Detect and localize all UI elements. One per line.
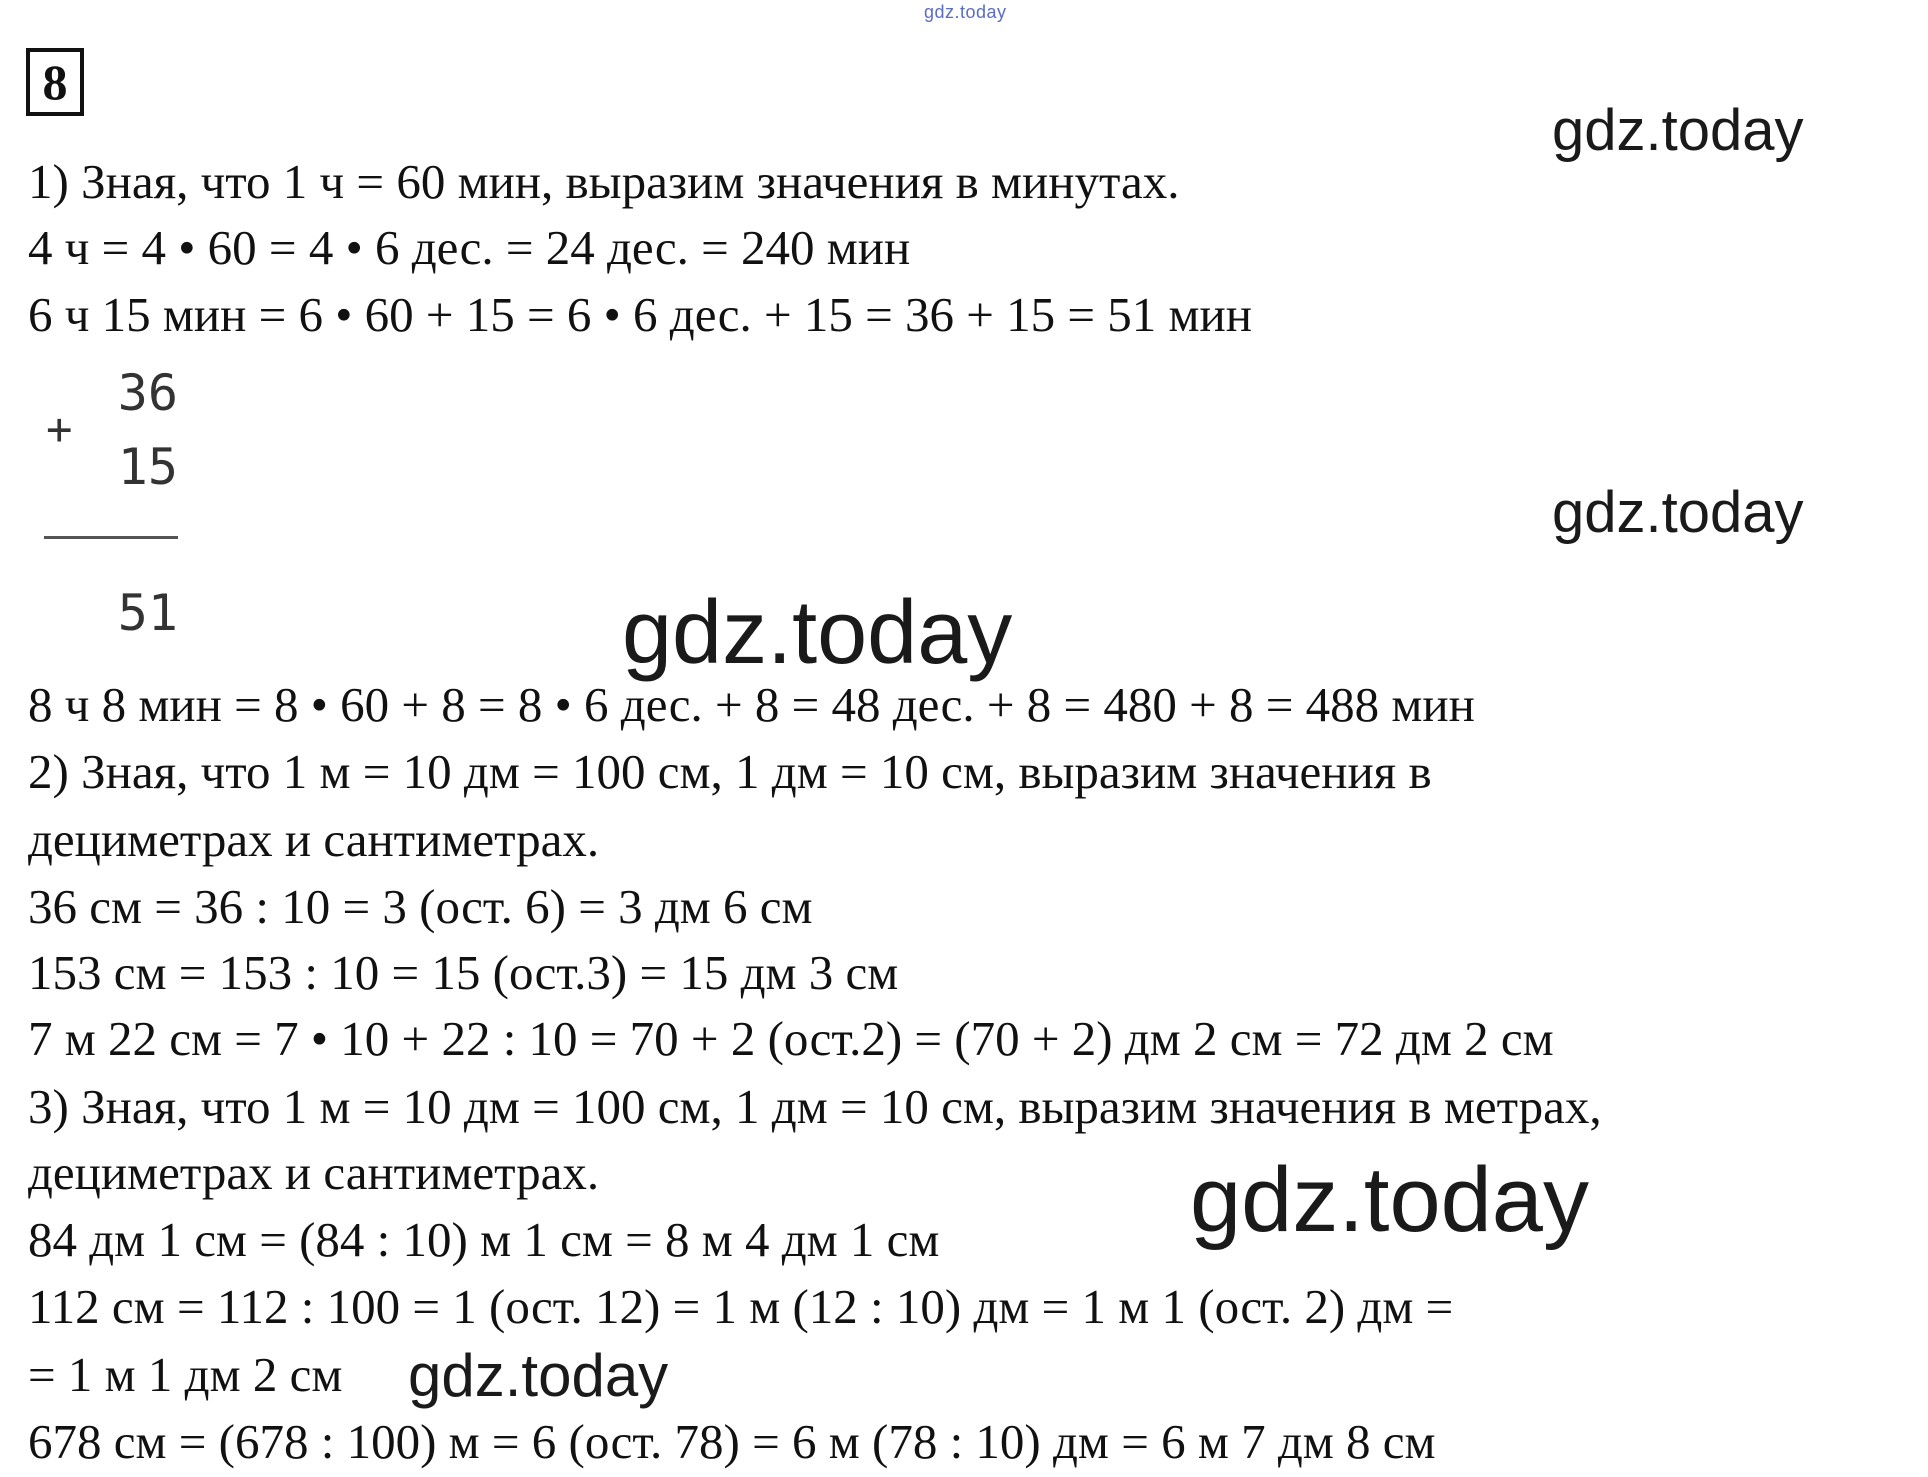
solution-line: 4 ч = 4 • 60 = 4 • 6 дес. = 24 дес. = 240 мин bbox=[28, 220, 911, 275]
solution-line: 153 см = 153 : 10 = 15 (ост.3) = 15 дм 3 см bbox=[28, 945, 899, 1000]
solution-line: дециметрах и сантиметрах. bbox=[28, 1145, 600, 1200]
solution-line: 6 ч 15 мин = 6 • 60 + 15 = 6 • 6 дес. + 15 = 36 + 15 = 51 мин bbox=[28, 287, 1252, 342]
solution-line: 84 дм 1 см = (84 : 10) м 1 см = 8 м 4 дм 1 см bbox=[28, 1212, 940, 1267]
solution-line: 36 см = 36 : 10 = 3 (ост. 6) = 3 дм 6 см bbox=[28, 879, 813, 934]
solution-line: 678 см = (678 : 100) м = 6 (ост. 78) = 6 м (78 : 10) дм = 6 м 7 дм 8 см bbox=[28, 1414, 1436, 1469]
solution-line: 7 м 22 см = 7 • 10 + 22 : 10 = 70 + 2 (ост.2) = (70 + 2) дм 2 см = 72 дм 2 см bbox=[28, 1011, 1554, 1066]
watermark-3: gdz.today bbox=[622, 583, 1013, 683]
solution-line: дециметрах и сантиметрах. bbox=[28, 812, 600, 867]
solution-line: 112 см = 112 : 100 = 1 (ост. 12) = 1 м (12 : 10) дм = 1 м 1 (ост. 2) дм = bbox=[28, 1279, 1454, 1334]
addend-2: 15 bbox=[117, 438, 178, 496]
solution-line: 2) Зная, что 1 м = 10 дм = 100 см, 1 дм = 10 см, выразим значения в bbox=[28, 744, 1432, 799]
sum-divider bbox=[44, 536, 178, 539]
addend-1: 36 bbox=[117, 364, 178, 422]
solution-line: 3) Зная, что 1 м = 10 дм = 100 см, 1 дм = 10 см, выразим значения в метрах, bbox=[28, 1079, 1602, 1134]
top-watermark: gdz.today bbox=[924, 2, 1007, 22]
solution-line: 1) Зная, что 1 ч = 60 мин, выразим значения в минутах. bbox=[28, 154, 1180, 209]
task-number-box: 8 bbox=[26, 48, 84, 116]
watermark-5: gdz.today bbox=[408, 1342, 669, 1409]
watermark-2: gdz.today bbox=[1552, 480, 1804, 545]
column-addition bbox=[40, 360, 200, 650]
watermark-4: gdz.today bbox=[1190, 1149, 1589, 1251]
solution-line: = 1 м 1 дм 2 см bbox=[28, 1347, 343, 1402]
sum-result: 51 bbox=[117, 584, 178, 642]
solution-line: 8 ч 8 мин = 8 • 60 + 8 = 8 • 6 дес. + 8 = 48 дес. + 8 = 480 + 8 = 488 мин bbox=[28, 677, 1475, 732]
watermark-1: gdz.today bbox=[1552, 98, 1804, 163]
plus-sign: + bbox=[46, 404, 73, 455]
